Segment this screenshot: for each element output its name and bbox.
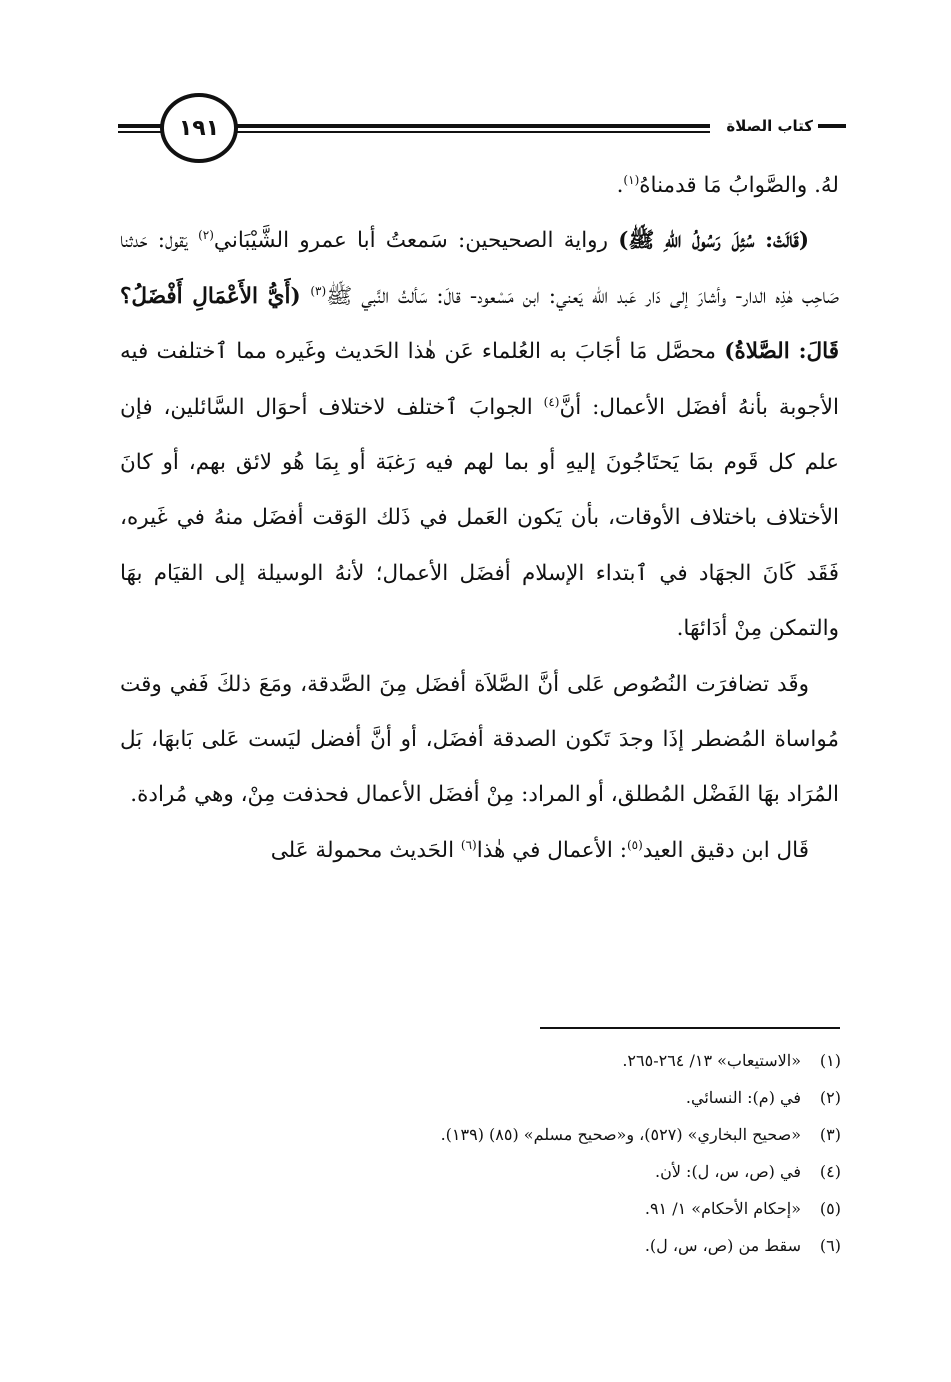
- main-text: [120, 158, 839, 878]
- footnote-item: [141, 1227, 841, 1264]
- text-span: الحَديث محمولة عَلى: [270, 837, 461, 863]
- footnote-text: في (م): النسائي.: [685, 1088, 801, 1107]
- text-span: محصَّل مَا أجَابَ به العُلماء عَن هٰذا الحَديث وغَيره مما ٱختلفت فيه الأجوبة بأنهُ أفضَل الأعمال: أنَّ: [120, 339, 839, 420]
- text-span: لهُ. والصَّوابُ مَا قدمناهُ: [639, 173, 839, 198]
- paragraph-4: [120, 823, 839, 878]
- footnote-item: [141, 1079, 841, 1116]
- footnote-ref[interactable]: (٦): [460, 837, 477, 852]
- footnote-item: [141, 1190, 841, 1227]
- footnote-ref[interactable]: (٥): [626, 837, 643, 852]
- text-span: رواية الصحيحين: سَمعتُ أبا عمرو الشَّيْبَاني: [213, 228, 619, 254]
- footnote-number: (٣): [819, 1125, 841, 1144]
- footnote-text: «الاستيعاب» ١٣/ ٢٦٤-٢٦٥.: [622, 1051, 801, 1070]
- footnote-text: في (ص، س، ل): لأن.: [655, 1162, 801, 1181]
- footnote-number: (٥): [819, 1199, 841, 1218]
- text-span: : الأعمال في هٰذا: [476, 837, 627, 863]
- header-rule-end: [818, 124, 846, 128]
- paragraph-3: وقَد تضافرَت النُصُوص عَلى أنَّ الصَّلاَة أفضَل مِنَ الصَّدقة، ومَعَ ذلكَ فَفي وقت مُواساة المُضطر إذَا وجدَ تَكون الصدقة أفضَل، أو أنَّ أفضل ليَست عَلى بَابهَا، بَل المُرَاد بهَا الفَضْل المُطلق، أو المراد: مِنْ أفضَل الأعمال فحذفت مِنْ، وهي مُرادة.: [120, 671, 839, 808]
- footnote-number: (٦): [819, 1236, 841, 1255]
- footnote-ref[interactable]: (٣): [310, 283, 327, 298]
- footnote-ref[interactable]: (٢): [198, 228, 214, 243]
- text-span: .: [616, 173, 624, 198]
- footnote-number: (١): [819, 1051, 841, 1070]
- footnote-item: [141, 1153, 841, 1190]
- page-header: [0, 0, 951, 175]
- header-rule-right-thin: [230, 131, 710, 133]
- text-span: الجوابَ ٱختلف لاختلاف أحوَال السَّائلين، فإن علم كل قَوم بمَا يَحتَاجُونَ إليهِ أو بما لهم فيه رَغبَة أو بِمَا هُو لائق بهم، أو كانَ الأختلاف باختلاف الأوقات، بأن يَكون العَمل في ذَلك الوَقت أفضَل منهُ في غَيره، فَقَد كَانَ الجهَاد في ٱبتداء الإسلام أفضَل الأعمال؛ لأنهُ الوسيلة إلى القيَام بهَا والتمكن مِنْ أدَائهَا.: [120, 394, 839, 642]
- footnote-item: [141, 1116, 841, 1153]
- footnote-ref[interactable]: (٤): [543, 394, 560, 409]
- page-number: ١٩١: [160, 93, 238, 163]
- text-span: قَال ابن دقيق العيد: [642, 837, 809, 863]
- footnote-text: «صحيح البخاري» (٥٢٧)، و«صحيح مسلم» (٨٥) (١٣٩).: [440, 1125, 801, 1144]
- footnote-ref[interactable]: (١): [623, 172, 640, 187]
- quoted-matn: (قَالَتْ: سُئِلَ رَسُولُ اللهِ ﷺ): [618, 228, 809, 254]
- paragraph-2: [120, 213, 839, 656]
- footnotes: [141, 1042, 841, 1264]
- footnote-number: (٤): [819, 1162, 841, 1181]
- text-span: يَقول: حَدثنا صَاحِب هٰذِه الدار- وأشارَ إلى دَار عَبد الله يَعني: ابن مَسْعود- قالَ: سَألتُ النَّبي ﷺ: [120, 228, 840, 309]
- book-title: كتاب الصلاة: [726, 117, 813, 135]
- paragraph-1: [120, 158, 839, 213]
- footnote-item: [141, 1042, 841, 1079]
- header-rule-right: [230, 124, 710, 128]
- footnote-text: «إحكام الأحكام» ١/ ٩١.: [644, 1199, 801, 1218]
- footnote-text: سقط من (ص، س، ل).: [644, 1236, 801, 1255]
- footnote-number: (٢): [819, 1088, 841, 1107]
- quoted-matn: (أَيُّ الأَعْمَالِ أَفْضَلُ؟ قَالَ: الصَّلاةُ): [120, 283, 839, 365]
- footnote-separator: [540, 1027, 840, 1029]
